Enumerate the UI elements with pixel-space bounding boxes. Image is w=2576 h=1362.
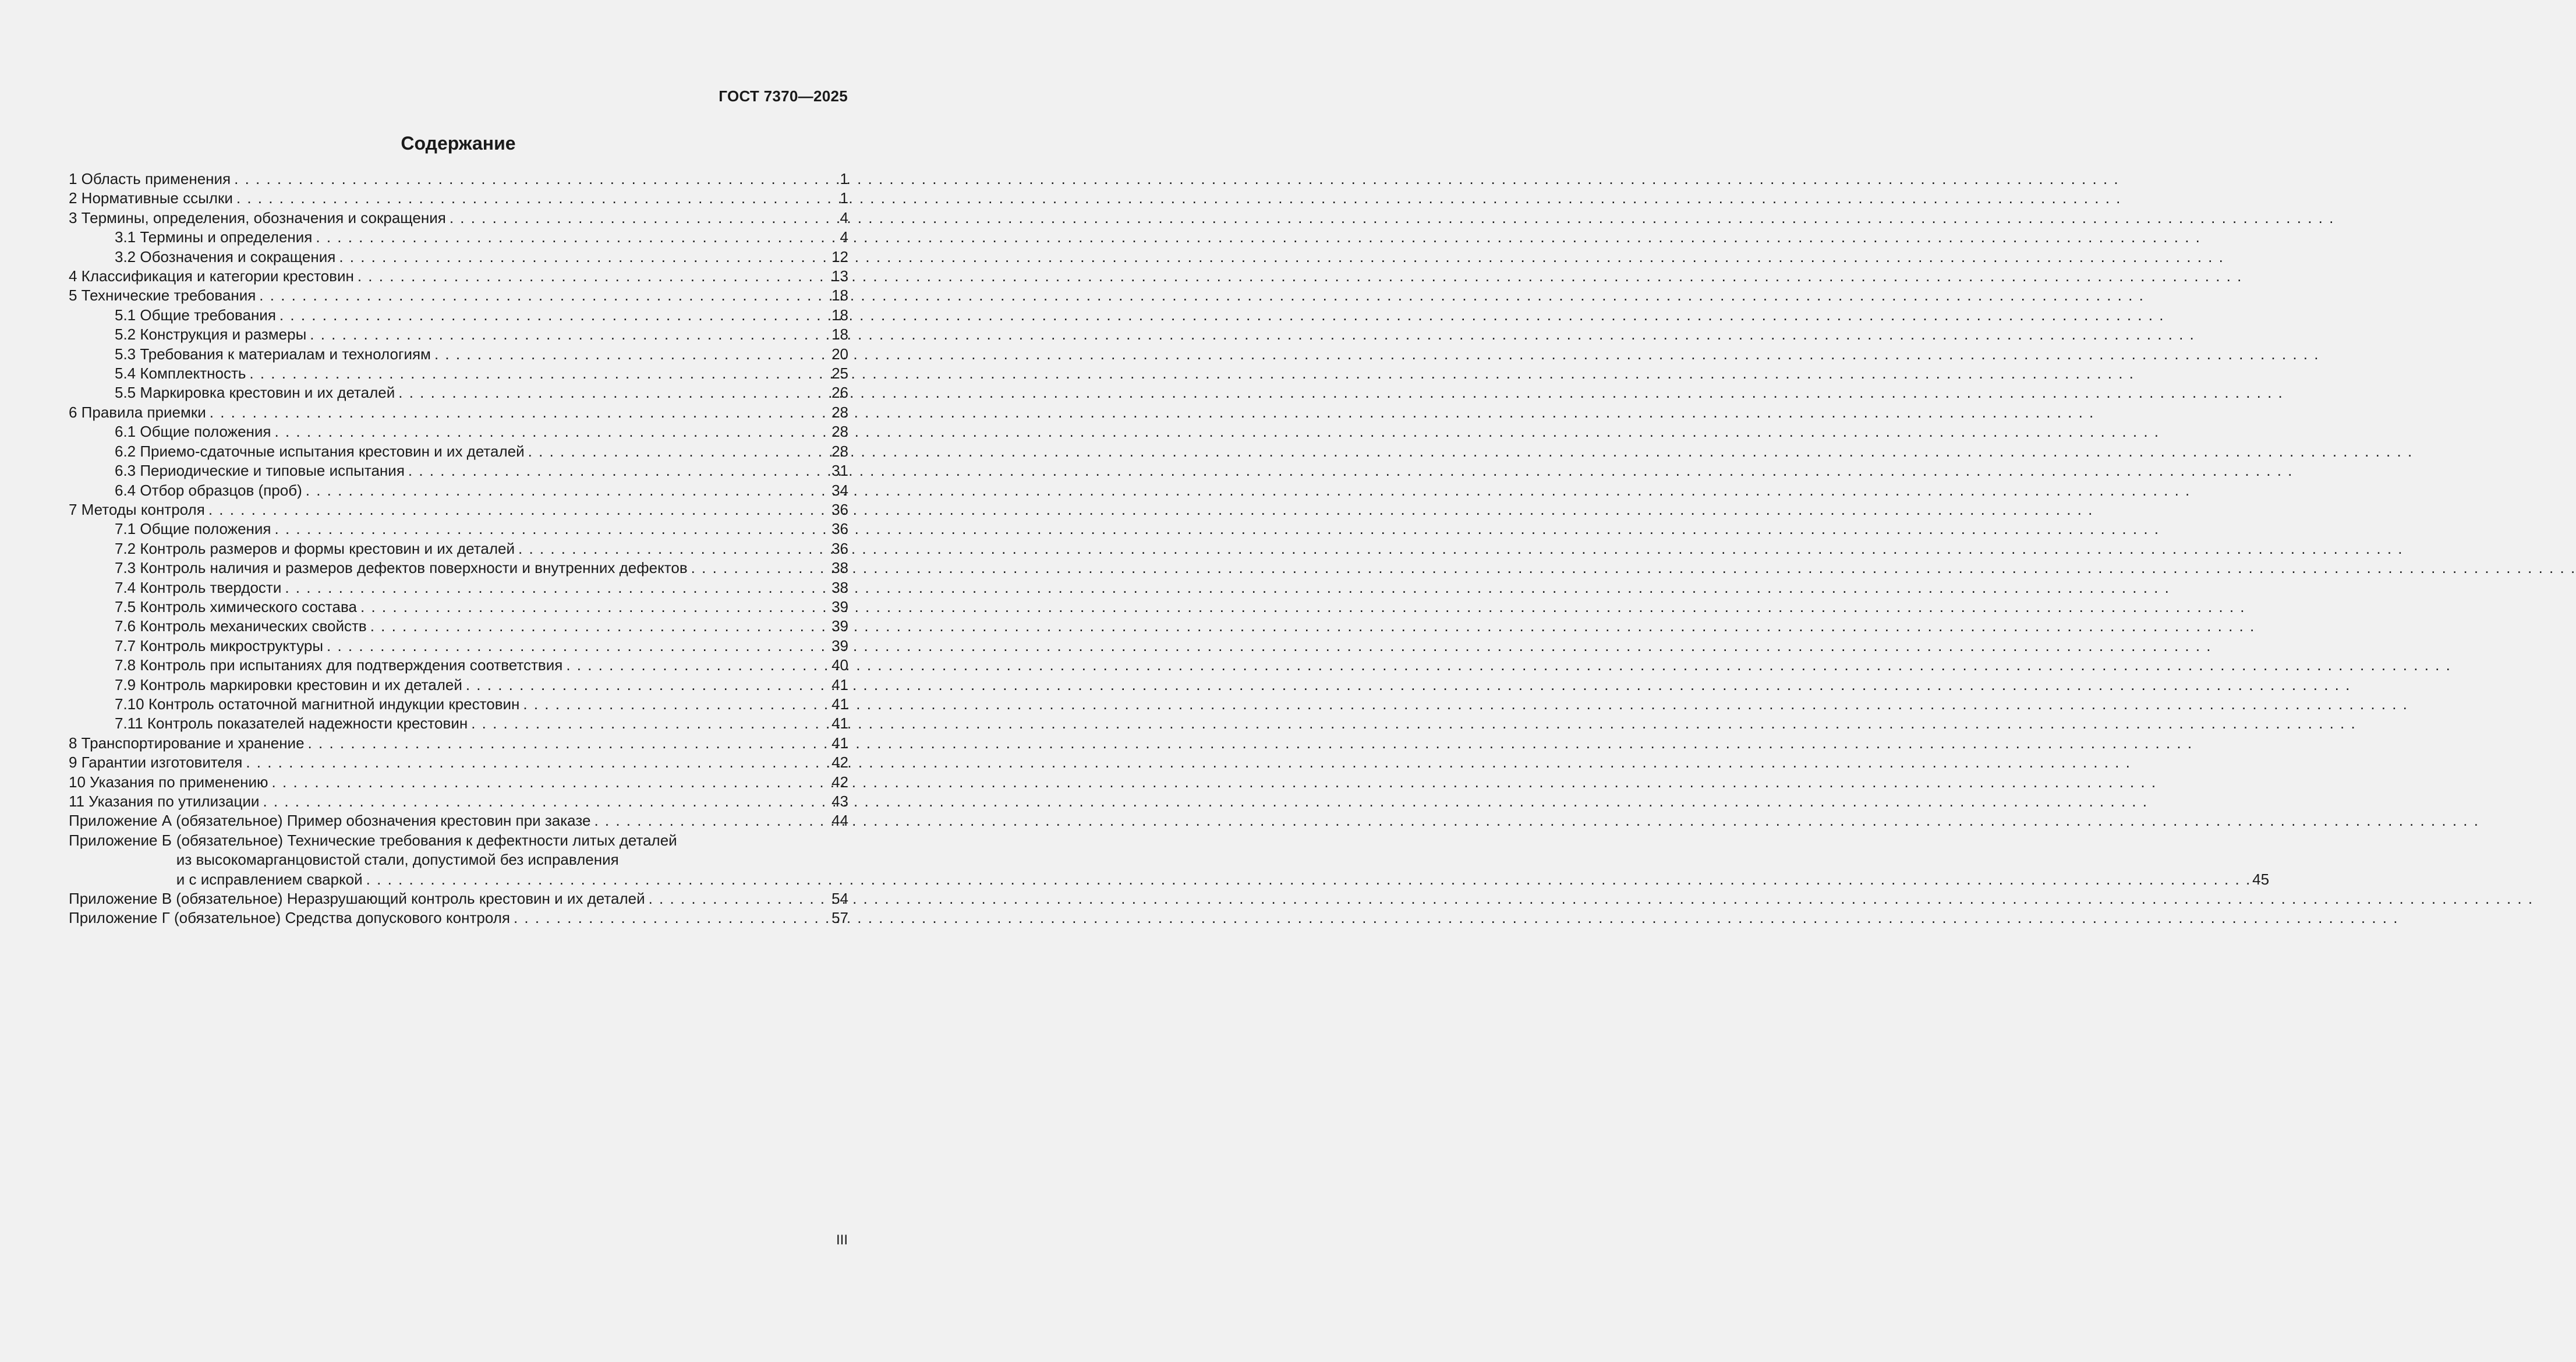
toc-leader xyxy=(208,500,830,519)
toc-entry-page: 34 xyxy=(831,481,848,499)
toc-entry-page: 45 xyxy=(2252,870,2270,888)
toc-leader xyxy=(370,617,830,636)
toc-entry-title: 11 Указания по утилизации xyxy=(69,793,260,810)
toc-entry-page: 57 xyxy=(831,909,848,927)
toc-subentry[interactable] xyxy=(69,675,848,695)
toc-subentry[interactable] xyxy=(69,306,848,325)
toc-leader xyxy=(566,656,830,675)
toc-entry-page: 12 xyxy=(831,247,848,266)
toc-entry-title: Приложение Г (обязательное) Средства допускового контроля xyxy=(69,909,510,927)
toc-subentry[interactable] xyxy=(69,656,848,675)
toc-entry-title: 5.5 Маркировка крестовин и их деталей xyxy=(115,384,395,402)
toc-entry[interactable] xyxy=(69,500,848,519)
toc-subentry[interactable] xyxy=(69,597,848,617)
toc-leader xyxy=(249,364,830,383)
toc-entry-page: 36 xyxy=(831,539,848,557)
toc-entry-title: 6.2 Приемо-сдаточные испытания крестовин и их деталей xyxy=(115,442,525,460)
toc-leader xyxy=(308,734,831,753)
toc-subentry[interactable] xyxy=(69,578,848,597)
toc-entry-title: 5 Технические требования xyxy=(69,286,256,305)
page-number: III xyxy=(836,1232,848,1248)
toc-leader xyxy=(466,675,830,695)
toc-entry[interactable] xyxy=(69,734,848,753)
toc-entry-title: 10 Указания по применению xyxy=(69,773,268,791)
toc-appendix-entry[interactable] xyxy=(69,908,848,928)
toc-entry-title: 7 Методы контроля xyxy=(69,500,205,518)
toc-entry-title: 2 Нормативные ссылки xyxy=(69,189,233,207)
toc-leader xyxy=(518,539,830,558)
toc-entry-page: 39 xyxy=(831,617,848,635)
toc-leader xyxy=(366,870,2252,889)
toc-entry-title: 7.1 Общие положения xyxy=(115,520,271,538)
toc-entry-title: 5.2 Конструкция и размеры xyxy=(115,326,307,344)
toc-entry-page: 39 xyxy=(831,597,848,615)
toc-entry[interactable] xyxy=(69,267,848,286)
toc-entry[interactable] xyxy=(69,773,848,792)
toc-entry-title: 7.2 Контроль размеров и формы крестовин и их деталей xyxy=(115,539,515,557)
toc-entry-page: 54 xyxy=(831,890,848,908)
toc-leader xyxy=(434,345,830,364)
appendix-title-block xyxy=(176,831,2269,889)
toc-entry-page: 28 xyxy=(831,403,848,421)
toc-entry-title: 9 Гарантии изготовителя xyxy=(69,753,243,772)
toc-entry-title: 7.11 Контроль показателей надежности крестовин xyxy=(115,714,468,733)
toc-leader xyxy=(272,773,831,792)
toc-subentry[interactable] xyxy=(69,422,848,441)
toc-appendix-entry[interactable] xyxy=(69,889,848,908)
toc-entry-page: 42 xyxy=(831,773,848,791)
toc-subentry[interactable] xyxy=(69,539,848,558)
toc-leader xyxy=(279,306,830,325)
toc-leader xyxy=(327,636,830,656)
appendix-title-line: (обязательное) Технические требования к дефектности литых деталей xyxy=(176,831,677,849)
toc-entry-title: 5.1 Общие требования xyxy=(115,306,276,324)
toc-entry[interactable] xyxy=(69,753,848,772)
toc-leader xyxy=(285,578,830,597)
toc-entry[interactable] xyxy=(69,208,848,228)
toc-leader xyxy=(234,169,838,189)
appendix-title-last-line xyxy=(176,870,2269,889)
toc-entry-page: 1 xyxy=(840,170,848,188)
toc-subentry[interactable] xyxy=(69,364,848,383)
toc-leader xyxy=(210,403,830,422)
appendix-label: Приложение Б xyxy=(69,831,172,849)
toc-entry[interactable] xyxy=(69,169,848,189)
toc-leader xyxy=(246,753,830,772)
toc-leader xyxy=(316,228,838,247)
toc-entry-page: 39 xyxy=(831,636,848,655)
toc-leader xyxy=(523,695,830,714)
toc-leader xyxy=(360,597,830,617)
toc-entry-page: 44 xyxy=(831,812,848,830)
toc-entry-page: 41 xyxy=(831,675,848,694)
appendix-title-line: из высокомарганцовистой стали, допустимой без исправления xyxy=(176,851,619,869)
toc-title: Содержание xyxy=(401,133,516,154)
toc-subentry[interactable] xyxy=(69,325,848,344)
toc-entry-title: 7.3 Контроль наличия и размеров дефектов поверхности и внутренних дефектов xyxy=(115,559,688,577)
toc-leader xyxy=(398,383,830,402)
toc-leader xyxy=(358,267,830,286)
toc-subentry[interactable] xyxy=(69,695,848,714)
toc-subentry[interactable] xyxy=(69,481,848,500)
toc-entry-title: и с исправлением сваркой xyxy=(176,870,363,888)
toc-entry-title: 7.10 Контроль остаточной магнитной индукции крестовин xyxy=(115,695,520,713)
toc-entry-title: 7.9 Контроль маркировки крестовин и их деталей xyxy=(115,675,462,694)
toc-subentry[interactable] xyxy=(69,247,848,267)
toc-entry-page: 40 xyxy=(831,656,848,674)
toc-entry[interactable] xyxy=(69,792,848,811)
toc-entry-title: 7.4 Контроль твердости xyxy=(115,578,282,596)
toc-entry[interactable] xyxy=(69,403,848,422)
toc-subentry[interactable] xyxy=(69,461,848,480)
toc-entry-page: 36 xyxy=(831,520,848,538)
toc-entry-page: 18 xyxy=(831,306,848,324)
toc-leader xyxy=(514,908,830,928)
toc-entry-page: 36 xyxy=(831,500,848,518)
toc-entry-title: Приложение В (обязательное) Неразрушающий контроль крестовин и их деталей xyxy=(69,890,645,908)
toc-entry-title: 7.6 Контроль механических свойств xyxy=(115,617,367,635)
toc-entry-title: 7.8 Контроль при испытаниях для подтверждения соответствия xyxy=(115,656,563,674)
toc-subentry[interactable] xyxy=(69,442,848,461)
toc-entry-title: 7.7 Контроль микроструктуры xyxy=(115,636,324,655)
toc-entry-page: 41 xyxy=(831,734,848,752)
document-code: ГОСТ 7370—2025 xyxy=(719,87,848,105)
toc-leader xyxy=(275,519,831,539)
toc-entry-page: 18 xyxy=(831,286,848,305)
toc-leader xyxy=(339,247,830,267)
toc-entry-page: 25 xyxy=(831,365,848,383)
toc-entry-title: 8 Транспортирование и хранение xyxy=(69,734,305,752)
toc-appendix-entry[interactable] xyxy=(69,811,848,830)
toc-entry-title: 4 Классификация и категории крестовин xyxy=(69,267,354,285)
toc-subentry[interactable] xyxy=(69,519,848,539)
toc-leader xyxy=(450,208,839,228)
toc-entry-title: 7.5 Контроль химического состава xyxy=(115,597,357,615)
toc-entry-page: 20 xyxy=(831,345,848,363)
toc-entry-title: 3 Термины, определения, обозначения и сокращения xyxy=(69,208,446,227)
toc-entry-page: 41 xyxy=(831,714,848,733)
toc-entry-page: 38 xyxy=(831,559,848,577)
toc-entry-page: 4 xyxy=(840,208,848,227)
toc-entry-title: 5.3 Требования к материалам и технологиям xyxy=(115,345,431,363)
toc-entry-title: 6.4 Отбор образцов (проб) xyxy=(115,481,302,499)
toc-entry-title: 6.1 Общие положения xyxy=(115,423,271,441)
toc-leader xyxy=(259,286,830,305)
toc-entry-page: 43 xyxy=(831,793,848,810)
toc-entry[interactable] xyxy=(69,286,848,305)
toc-leader xyxy=(649,889,830,908)
toc-leader xyxy=(408,461,830,480)
toc-subentry[interactable] xyxy=(69,636,848,656)
toc-subentry[interactable] xyxy=(69,617,848,636)
toc-leader xyxy=(263,792,830,811)
toc-entry-page: 18 xyxy=(831,326,848,344)
toc-entry-title: 3.2 Обозначения и сокращения xyxy=(115,247,336,266)
table-of-contents xyxy=(69,169,2270,928)
toc-entry-page: 31 xyxy=(831,462,848,480)
toc-entry-title: 5.4 Комплектность xyxy=(115,365,246,383)
toc-entry-title: 3.1 Термины и определения xyxy=(115,228,313,246)
toc-leader xyxy=(528,442,830,461)
toc-leader xyxy=(594,811,830,830)
toc-entry-title: 1 Область применения xyxy=(69,170,231,188)
toc-subentry[interactable] xyxy=(69,345,848,364)
toc-entry-page: 4 xyxy=(840,228,848,246)
toc-entry-title: 6 Правила приемки xyxy=(69,403,206,421)
toc-appendix-entry[interactable] xyxy=(69,831,2270,889)
toc-leader xyxy=(310,325,830,344)
toc-subentry[interactable] xyxy=(69,383,848,402)
toc-leader xyxy=(306,481,830,500)
toc-leader xyxy=(236,189,839,208)
toc-entry-page: 13 xyxy=(831,267,848,285)
toc-entry-page: 28 xyxy=(831,423,848,441)
toc-subentry[interactable] xyxy=(69,228,848,247)
toc-entry-page: 41 xyxy=(831,695,848,713)
toc-entry-title: 6.3 Периодические и типовые испытания xyxy=(115,462,405,480)
toc-entry[interactable] xyxy=(69,189,848,208)
toc-subentry[interactable] xyxy=(69,714,848,733)
toc-entry-page: 1 xyxy=(840,189,848,207)
toc-leader xyxy=(275,422,831,441)
toc-entry-page: 28 xyxy=(831,442,848,460)
toc-entry-title: Приложение А (обязательное) Пример обозначения крестовин при заказе xyxy=(69,812,591,830)
toc-entry-page: 38 xyxy=(831,578,848,596)
toc-entry-page: 26 xyxy=(831,384,848,402)
toc-subentry[interactable] xyxy=(69,558,848,578)
toc-leader xyxy=(691,558,830,578)
toc-leader xyxy=(471,714,830,733)
toc-entry-page: 42 xyxy=(831,753,848,772)
